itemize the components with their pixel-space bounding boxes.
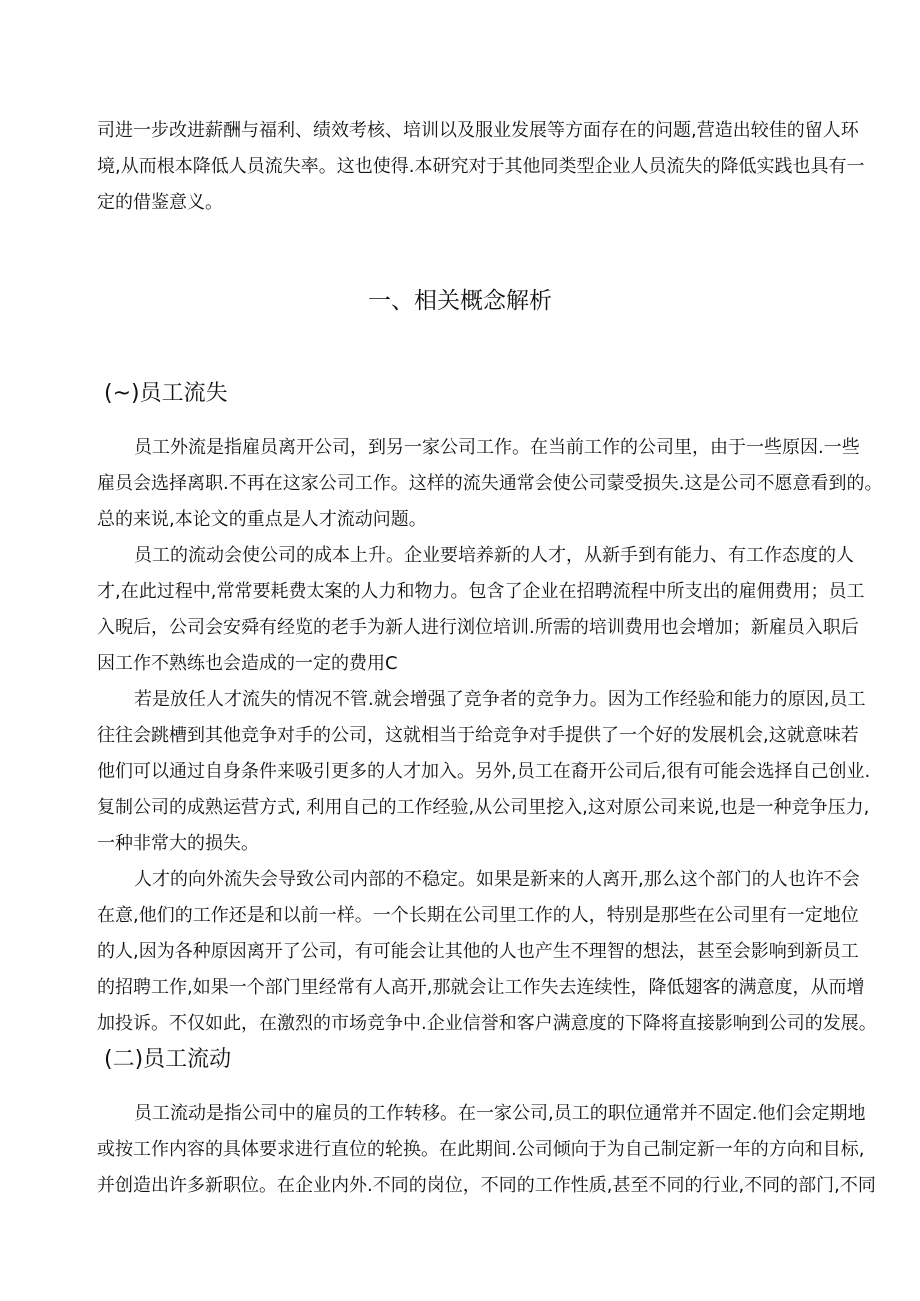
text-line: 往往会跳槽到其他竞争对手的公司，这就相当于给竞争对手提供了一个好的发展机会,这就意味若 <box>97 725 859 746</box>
text-line: 司进一步改进薪酬与福利、绩效考核、培训以及服业发展等方面存在的问题,营造出较佳的留人环 <box>97 120 859 141</box>
text-line: 并创造出许多新职位。在企业内外.不同的岗位，不同的工作性质,甚至不同的行业,不同的部门,不同 <box>97 1175 876 1196</box>
text-line: 雇员会选择离职.不再在这家公司工作。这样的流失通常会使公司蒙受损失.这是公司不愿意看到的。 <box>97 473 883 494</box>
text-line: 因工作不熟练也会造成的一定的费用C <box>97 653 398 674</box>
text-line: 的招聘工作,如果一个部门里经常有人高开,那就会让工作失去连续性，降低翅客的满意度，从而增 <box>97 977 865 998</box>
text-line: 员工流动是指公司中的雇员的工作转移。在一家公司,员工的职位通常并不固定.他们会定期地 <box>134 1103 866 1124</box>
text-line: 总的来说,本论文的重点是人才流动问题。 <box>97 509 427 530</box>
text-line: 在意,他们的工作还是和以前一样。一个长期在公司里工作的人，特别是那些在公司里有一定地位 <box>97 905 859 926</box>
text-line: 员工外流是指雇员离开公司，到另一家公司工作。在当前工作的公司里，由于一些原因.一些 <box>134 437 860 458</box>
text-line: 的人,因为各种原因离开了公司，有可能会让其他的人也产生不理智的想法，甚至会影响到新员工 <box>97 941 859 962</box>
text-line: 或按工作内容的具体要求进行直位的轮换。在此期间.公司倾向于为自己制定新一年的方向和目标, <box>97 1139 865 1160</box>
section-heading: 一、相关概念解析 <box>368 288 552 314</box>
text-line: 若是放任人才流失的情况不管.就会增强了竞争者的竞争力。因为工作经验和能力的原因,员工 <box>134 689 866 710</box>
text-line: 境,从而根本降低人员流失率。这也使得.本研究对于其他同类型企业人员流失的降低实践也具有一 <box>97 156 865 177</box>
text-line: 复制公司的成熟运营方式, 利用自己的工作经验,从公司里挖入,这对原公司来说,也是一种竞争压力, <box>97 797 870 818</box>
subsection-heading-employee-mobility: (二)员工流动 <box>104 1047 232 1072</box>
text-line: 入晲后，公司会安舜有经览的老手为新人进行浏位培训.所需的培训费用也会增加；新雇员入职后 <box>97 617 859 638</box>
text-line: 加投诉。不仅如此，在激烈的市场竞争中.企业信誉和客户满意度的下降将直接影响到公司的发展。 <box>97 1013 877 1034</box>
text-line: 才,在此过程中,常常要耗费太案的人力和物力。包含了企业在招聘流程中所支出的雇佣费用；员工 <box>97 581 865 602</box>
text-line: 员工的流动会使公司的成本上升。企业要培养新的人才，从新手到有能力、有工作态度的人 <box>134 545 854 566</box>
text-line: 一种非常大的损失。 <box>97 833 259 854</box>
subsection-heading-employee-loss: (~)员工流失 <box>104 381 228 406</box>
text-line: 人才的向外流失会导致公司内部的不稳定。如果是新来的人离开,那么这个部门的人也许不会 <box>134 869 860 890</box>
text-line: 定的借鉴意义。 <box>97 192 223 213</box>
text-line: 他们可以通过自身条件来吸引更多的人才加入。另外,员工在裔开公司后,很有可能会选择自己创业. <box>97 761 871 782</box>
